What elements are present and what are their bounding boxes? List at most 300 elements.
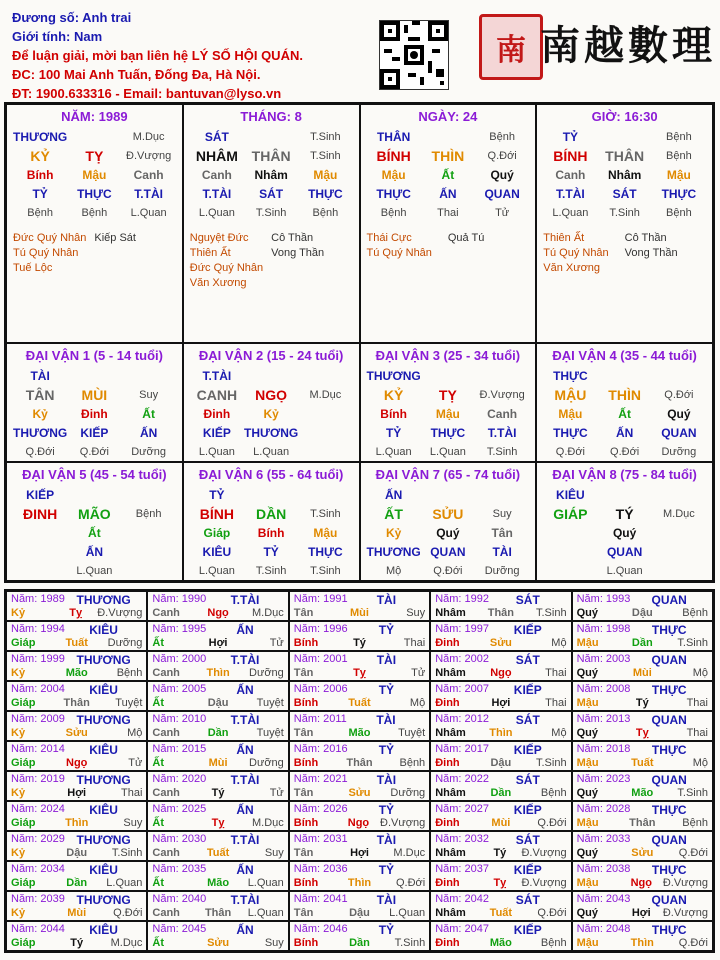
year-star: T.TÀI [230,833,260,847]
year-stem: Bính [293,697,319,709]
pillar-title: THÁNG: 8 [240,109,302,124]
year-branch: Mùi [632,667,652,679]
luck-hidden-stem-row-cell: Quý [667,407,691,421]
luck-hidden-star-row-cell: ẤN [615,426,634,440]
shensha-item: Thiên Ất [189,247,231,259]
year-bottom [435,847,566,859]
pillar-star-row [190,128,353,147]
luck-hidden-star-row-cell: QUAN [430,545,466,559]
year-branch: Ngọ [66,757,88,769]
luck-hidden-star-row-cell [298,424,352,443]
year-stage: Thai [545,697,567,709]
year-stage: M.Dục [252,817,284,829]
year-label: Năm: 2034 [11,863,65,875]
year-cell [289,801,430,831]
year-star: KIÊU [89,923,118,937]
luck-stem-branch-row [367,505,530,524]
year-branch: Tỵ [69,607,83,619]
year-star: KIẾP [513,683,542,697]
luck-life-stage-row [367,562,530,581]
year-bottom [11,607,142,619]
year-bottom [152,817,283,829]
year-branch: Ngọ [630,877,652,889]
year-label: Năm: 1990 [152,593,207,605]
pillar-star-row [543,128,706,147]
shensha-item [94,246,175,261]
year-label: Năm: 1998 [576,623,631,635]
life-stage-row-cell: L.Quan [130,207,167,219]
pillar-title: NGÀY: 24 [418,109,478,124]
pillar-stem-branch-row-cell: NHÂM [195,148,238,164]
year-cell [572,771,713,801]
year-stage: Tuyệt [256,697,284,709]
luck-branch: NGỌ [255,387,288,403]
year-branch: Tỵ [211,817,225,829]
luck-hidden-stem-row-cell: Mậu [313,526,338,540]
year-branch: Dần [349,937,370,949]
luck-star: ẤN [384,488,403,502]
pillar-stem-branch-row [13,147,176,166]
luck-life-stage-row-cell [13,562,67,581]
hidden-stem-row-cell: Bính [26,168,54,182]
year-branch: Tuất [631,757,654,769]
year-branch: Thân [63,697,90,709]
year-bottom [435,757,566,769]
year-top [11,743,142,757]
year-stem: Quý [576,727,598,739]
luck-spacer [298,486,352,505]
year-cell [430,891,571,921]
luck-hidden-star-row-cell: TỶ [263,545,279,559]
pillar-star-row-cell [244,128,298,147]
year-star: T.TÀI [230,593,260,607]
year-label: Năm: 2024 [11,803,65,815]
year-label: Năm: 1992 [435,593,489,605]
year-stem: Ất [152,877,164,889]
luck-hidden-star-row [190,543,353,562]
year-top [152,863,283,877]
year-stem: Mậu [576,937,599,949]
luck-hidden-star-row-cell: THƯƠNG [244,426,299,440]
year-stem: Bính [293,877,319,889]
luck-life-stage-row-cell: Q.Đới [25,446,55,458]
year-stage: Đ.Vượng [97,607,143,619]
year-cell [147,831,288,861]
year-branch: Mão [489,937,512,949]
year-star: ẤN [236,803,254,817]
year-stage: Q.Đới [537,817,567,829]
year-star: THƯƠNG [76,653,131,667]
year-cell [430,591,571,621]
year-stem: Tân [293,727,314,739]
year-bottom [294,937,425,949]
luck-cycle-title: ĐẠI VẬN 6 (55 - 64 tuổi) [198,467,344,482]
year-cell [147,591,288,621]
year-top [152,743,283,757]
year-bottom [435,637,566,649]
year-star: THỰC [651,623,687,637]
shensha-item: Thái Cực [366,232,412,244]
year-bottom [577,637,708,649]
year-branch: Dần [631,637,653,649]
year-label: Năm: 2047 [435,923,489,935]
pillar-star-row-cell [421,128,475,147]
year-label: Năm: 2017 [435,743,489,755]
pillar-star-row-cell: Bệnh [489,131,515,143]
year-label: Năm: 2035 [152,863,207,875]
year-label: Năm: 2040 [152,893,207,905]
year-stage: Mộ [692,757,708,769]
year-branch: Hợi [631,907,651,919]
year-stage: Bệnh [116,667,143,679]
luck-branch: THÌN [608,387,641,403]
shensha-item [625,261,706,276]
pillar-stem-branch-row-cell: THÂN [251,148,291,164]
year-star: QUAN [651,833,687,847]
year-branch: Dậu [66,847,88,859]
year-top [435,653,566,667]
year-star: THƯƠNG [76,893,131,907]
luck-cycle-title: ĐẠI VẬN 1 (5 - 14 tuổi) [25,348,163,363]
owner-line: Đương số: Anh trai [12,10,132,25]
luck-life-stage-row [367,443,530,462]
luck-star: TỶ [209,488,225,502]
luck-hidden-star-row [543,543,706,562]
luck-cycle-4 [536,343,713,462]
luck-hidden-star-row-cell [122,543,176,562]
year-label: Năm: 2009 [11,713,65,725]
year-bottom [294,877,425,889]
year-top [152,593,283,607]
year-label: Năm: 2044 [11,923,65,935]
year-stage: Đ.Vượng [662,907,708,919]
gender-line: Giới tính: Nam [12,29,103,44]
year-label: Năm: 2028 [576,803,631,815]
year-label: Năm: 2004 [11,683,65,695]
year-branch: Thìn [489,727,513,739]
year-cell [147,861,288,891]
year-label: Năm: 2048 [576,923,631,935]
shensha-item: Văn Xương [543,262,601,274]
shensha-item: Văn Xương [189,277,247,289]
life-stage-row-cell: Bệnh [27,207,53,219]
year-branch: Tỵ [493,877,507,889]
year-stem: Ất [152,937,164,949]
year-cell [572,651,713,681]
luck-hidden-stem-row-cell: Đinh [81,407,108,421]
year-label: Năm: 2016 [293,743,348,755]
luck-life-stage-row-cell: L.Quan [606,565,643,577]
luck-spacer [67,486,121,505]
year-star: QUAN [651,773,687,787]
year-stage: Tử [411,667,426,679]
year-stem: Quý [576,847,598,859]
life-stage-row-cell: Bệnh [380,207,407,219]
year-cell [6,651,147,681]
year-branch: Mùi [491,817,511,829]
year-cell [147,711,288,741]
year-stage: Tử [128,757,143,769]
year-stage: Dưỡng [107,637,143,649]
pillar-star-row-cell: Bệnh [666,131,692,143]
hidden-stem-row [13,166,176,185]
year-bottom [294,727,425,739]
year-bottom [577,607,708,619]
luck-hidden-star-row-cell: KIÊU [202,545,232,559]
year-bottom [11,667,142,679]
year-label: Năm: 1994 [11,623,65,635]
shensha-item [448,246,529,261]
luck-hidden-star-row-cell: ẤN [85,545,104,559]
luck-life-stage-row-cell: Dưỡng [131,446,166,458]
year-stage: Suy [264,847,284,859]
hidden-stem-row-cell: Mậu [666,168,691,182]
year-stage: Dưỡng [249,757,284,769]
year-stage: Suy [406,607,426,619]
luck-hidden-star-row-cell [13,543,67,562]
year-cell [6,801,147,831]
luck-life-stage-row [543,443,706,462]
year-top [435,803,566,817]
luck-hidden-stem-row-cell: Mậu [558,407,583,421]
luck-stage: M.Dục [662,508,695,520]
year-stem: Ất [152,697,164,709]
luck-stem-branch-row [190,386,353,405]
luck-hidden-stem-row-cell [652,524,706,543]
luck-spacer [598,367,652,386]
luck-life-stage-row-cell [122,562,176,581]
year-cell [572,831,713,861]
year-branch: Sửu [207,937,230,949]
year-stem: Canh [152,847,180,859]
year-star: TỶ [378,863,395,877]
year-stem: Tân [293,907,314,919]
year-branch: Tỵ [353,667,366,679]
year-label: Năm: 2013 [576,713,631,725]
year-label: Năm: 2011 [293,713,347,725]
year-cell [572,891,713,921]
year-stage: Tuyệt [115,697,143,709]
pillar-star-row-cell [67,128,121,147]
year-cell [572,621,713,651]
year-stem: Nhâm [435,607,466,619]
year-top [11,803,142,817]
year-cell [289,861,430,891]
luck-hidden-stem-row-cell: Giáp [203,526,231,540]
year-star: TỶ [378,683,395,697]
year-cell [572,681,713,711]
year-stage: Đ.Vượng [521,847,567,859]
year-stem: Nhâm [435,787,466,799]
year-label: Năm: 1989 [11,593,65,605]
year-label: Năm: 2046 [293,923,348,935]
year-cell [147,621,288,651]
luck-life-stage-row [13,443,176,462]
year-stage: Bệnh [399,757,426,769]
year-bottom [294,847,425,859]
year-cell [6,741,147,771]
pillar-star-row [13,128,176,147]
shensha-item: Quả Tú [447,232,485,244]
year-star: T.TÀI [230,893,260,907]
year-star: THỰC [651,863,687,877]
year-stage: Suy [264,937,284,949]
hidden-star-row-cell: T.TÀI [202,187,232,201]
year-star: KIẾP [513,743,542,757]
luck-hidden-stem-row-cell: Mậu [435,407,460,421]
year-branch: Hợi [350,847,369,859]
hidden-star-row-cell: T.TÀI [556,187,585,201]
year-label: Năm: 2038 [576,863,631,875]
year-stem: Bính [293,757,319,769]
hidden-star-row-cell: QUAN [484,187,520,201]
year-stage: T.Sinh [111,847,143,859]
year-label: Năm: 2015 [152,743,207,755]
pillar-2 [183,104,360,343]
year-stage: Tử [269,637,284,649]
luck-hidden-star-row-cell: KIẾP [202,426,231,440]
luck-spacer [598,486,652,505]
shensha-list [190,231,353,291]
year-bottom [152,847,283,859]
year-cell [430,741,571,771]
pillar-4 [536,104,713,343]
hidden-stem-row-cell: Canh [555,168,586,182]
luck-hidden-stem-row [543,405,706,424]
year-stem: Quý [576,667,598,679]
year-bottom [152,607,283,619]
qr-code-icon[interactable] [379,20,449,90]
year-branch: Tỵ [635,727,649,739]
hidden-star-row [367,185,530,204]
luck-hidden-star-row [543,424,706,443]
year-top [577,593,708,607]
year-cell [289,651,430,681]
year-stage: T.Sinh [677,637,708,649]
luck-hidden-stem-row [367,524,530,543]
luck-hidden-stem-row-cell: Kỷ [385,526,402,540]
year-label: Năm: 2000 [152,653,207,665]
year-stem: Mậu [576,877,599,889]
year-bottom [577,757,708,769]
hidden-star-row-cell: THỰC [77,187,112,201]
luck-hidden-stem-row-cell: Bính [380,407,407,421]
shensha-list [13,231,176,276]
year-bottom [577,787,708,799]
shensha-item: Tú Quý Nhân [13,247,79,259]
year-branch: Thìn [65,817,89,829]
year-label: Năm: 2041 [293,893,348,905]
year-bottom [11,817,142,829]
year-label: Năm: 2031 [293,833,348,845]
year-star: TỶ [378,803,395,817]
annual-luck-table [4,589,715,953]
luck-cycle-title: ĐẠI VẬN 3 (25 - 34 tuổi) [375,348,521,363]
luck-hidden-stem-row-cell: Tân [491,526,513,540]
pillar-stem-branch-row-cell: T.Sinh [310,150,341,162]
pillar-stem-branch-row-cell: Bệnh [666,150,692,162]
year-stage: Bệnh [682,607,708,619]
year-branch: Thân [204,907,232,919]
luck-cycle-5 [6,462,183,581]
pillar-star-row-cell [598,128,652,147]
year-stage: Thai [686,697,708,709]
luck-hidden-star-row-cell: QUAN [606,545,643,559]
year-branch: Thìn [206,667,230,679]
contact-line: Để luận giải, mời bạn liên hệ LÝ SỐ HỘI QUÁN. [12,48,303,63]
year-star: KIÊU [89,743,118,757]
hidden-stem-row [190,166,353,185]
year-label: Năm: 2022 [435,773,489,785]
year-stem: Bính [293,637,319,649]
year-top [435,893,566,907]
year-cell [147,681,288,711]
year-bottom [577,847,708,859]
year-top [577,653,708,667]
luck-hidden-star-row [13,543,176,562]
luck-spacer [652,486,706,505]
year-cell [147,801,288,831]
year-cell [572,861,713,891]
year-label: Năm: 2036 [293,863,348,875]
year-top [577,683,708,697]
year-top [11,683,142,697]
year-cell [430,861,571,891]
year-stem: Quý [576,787,598,799]
year-branch: Mùi [67,907,87,919]
year-bottom [11,907,142,919]
year-top [11,833,142,847]
luck-hidden-stem-row-cell [122,524,176,543]
year-stem: Đinh [435,937,460,949]
year-stem: Giáp [11,637,36,649]
year-bottom [152,727,283,739]
year-cell [6,621,147,651]
pillar-star-row [367,128,530,147]
life-stage-row-cell: L.Quan [198,207,235,219]
luck-stem-branch-row [543,386,706,405]
year-branch: Tý [353,637,366,649]
year-stem: Tân [293,847,314,859]
year-label: Năm: 2039 [11,893,65,905]
year-label: Năm: 2045 [152,923,207,935]
year-label: Năm: 2005 [152,683,207,695]
year-stem: Canh [152,607,180,619]
luck-star: TÀI [30,369,50,383]
luck-hidden-stem-row-cell: Canh [487,407,518,421]
year-branch: Dậu [490,757,512,769]
luck-stem: ẤT [384,506,403,522]
luck-star: THỰC [553,369,588,383]
luck-hidden-stem-row-cell: Ất [618,407,631,421]
life-stage-row [190,204,353,223]
year-top [577,923,708,937]
year-top [435,773,566,787]
year-label: Năm: 2021 [293,773,348,785]
year-branch: Mão [631,787,654,799]
year-cell [430,651,571,681]
year-bottom [435,937,566,949]
year-stem: Kỷ [11,667,26,679]
luck-hidden-stem-row-cell: Kỷ [263,407,279,421]
year-label: Năm: 2010 [152,713,207,725]
luck-life-stage-row-cell [298,443,352,462]
year-bottom [152,937,283,949]
phone-email-line: ĐT: 1900.633316 - Email: bantuvan@lyso.vn [12,86,282,101]
luck-stem: MẬU [554,387,587,403]
year-cell [6,891,147,921]
year-top [294,653,425,667]
